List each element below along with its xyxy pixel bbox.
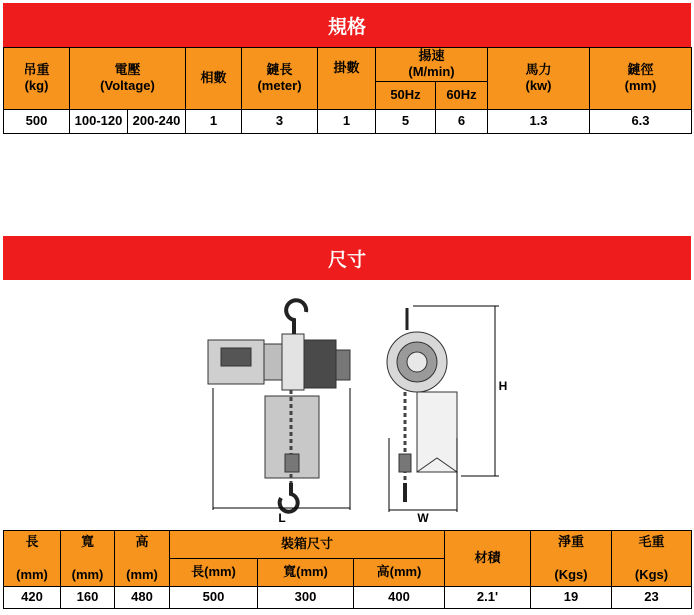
header-chain-diameter-unit: (mm) (624, 78, 657, 94)
header-chain-diameter (590, 48, 692, 110)
size-table (3, 530, 692, 609)
header-gross-weight-label: 毛重 (638, 534, 665, 550)
header-chain-length-label: 鏈長 (266, 62, 293, 77)
header-speed-label: 揚速 (418, 48, 445, 63)
cell-falls: 1 (318, 109, 376, 133)
header-chain-length (242, 48, 318, 110)
header-length-unit: (mm) (16, 566, 48, 582)
header-length (4, 531, 61, 587)
header-power-unit: (kw) (525, 78, 552, 94)
spec-section-title: 規格 (3, 3, 691, 47)
label-l: L (278, 511, 286, 525)
header-net-weight-label: 淨重 (557, 534, 584, 550)
header-chain-length-unit: (meter) (257, 78, 302, 94)
cell-width: 160 (61, 587, 115, 609)
header-package-width: 寬(mm) (258, 559, 354, 587)
header-length-label: 長 (25, 534, 39, 550)
hoist-front-view (208, 300, 350, 511)
cell-package-length: 500 (170, 587, 258, 609)
cell-speed-50hz: 5 (376, 109, 436, 133)
header-voltage-unit: (Voltage) (100, 78, 155, 94)
header-gross-weight-unit: (Kgs) (634, 566, 669, 582)
cell-length: 420 (4, 587, 61, 609)
header-width (61, 531, 115, 587)
header-package-length: 長(mm) (170, 559, 258, 587)
header-net-weight-unit: (Kgs) (554, 566, 588, 582)
cell-power: 1.3 (488, 109, 590, 133)
header-power (488, 48, 590, 110)
header-load-label: 吊重 (23, 62, 50, 77)
cell-chain-length: 3 (242, 109, 318, 133)
header-speed-50hz: 50Hz (376, 81, 436, 109)
header-phase: 相數 (186, 48, 242, 110)
header-voltage (70, 48, 186, 110)
cell-gross-weight: 23 (612, 587, 692, 609)
header-voltage-label: 電壓 (114, 62, 141, 77)
hoist-side-view (387, 308, 457, 502)
spec-table (3, 47, 692, 134)
header-load-unit: (kg) (24, 78, 49, 94)
header-width-label: 寬 (80, 534, 94, 550)
header-falls: 掛數 (318, 48, 376, 110)
cell-load: 500 (4, 109, 70, 133)
hoist-dimension-drawing (203, 298, 513, 528)
cell-voltage-low: 100-120 (70, 109, 128, 133)
cell-package-width: 300 (258, 587, 354, 609)
header-width-unit: (mm) (71, 566, 104, 582)
cell-volume: 2.1' (445, 587, 531, 609)
header-height-label: 高 (135, 534, 149, 550)
label-h: H (498, 379, 508, 393)
header-speed-60hz: 60Hz (436, 81, 488, 109)
cell-speed-60hz: 6 (436, 109, 488, 133)
header-speed-unit: (M/min) (408, 64, 455, 80)
header-chain-diameter-label: 鏈徑 (627, 62, 654, 77)
cell-voltage-high: 200-240 (128, 109, 186, 133)
cell-phase: 1 (186, 109, 242, 133)
cell-height: 480 (115, 587, 170, 609)
header-speed (376, 48, 488, 82)
header-gross-weight (612, 531, 692, 587)
dimension-section-title: 尺寸 (3, 236, 691, 280)
header-height-unit: (mm) (126, 566, 158, 582)
label-w: W (417, 511, 429, 525)
cell-net-weight: 19 (531, 587, 612, 609)
header-package-size: 裝箱尺寸 (170, 531, 445, 559)
header-height (115, 531, 170, 587)
header-load (4, 48, 70, 110)
header-net-weight (531, 531, 612, 587)
cell-chain-diameter: 6.3 (590, 109, 692, 133)
cell-package-height: 400 (354, 587, 445, 609)
header-package-height: 高(mm) (354, 559, 445, 587)
header-volume: 材積 (445, 531, 531, 587)
header-power-label: 馬力 (525, 62, 552, 77)
